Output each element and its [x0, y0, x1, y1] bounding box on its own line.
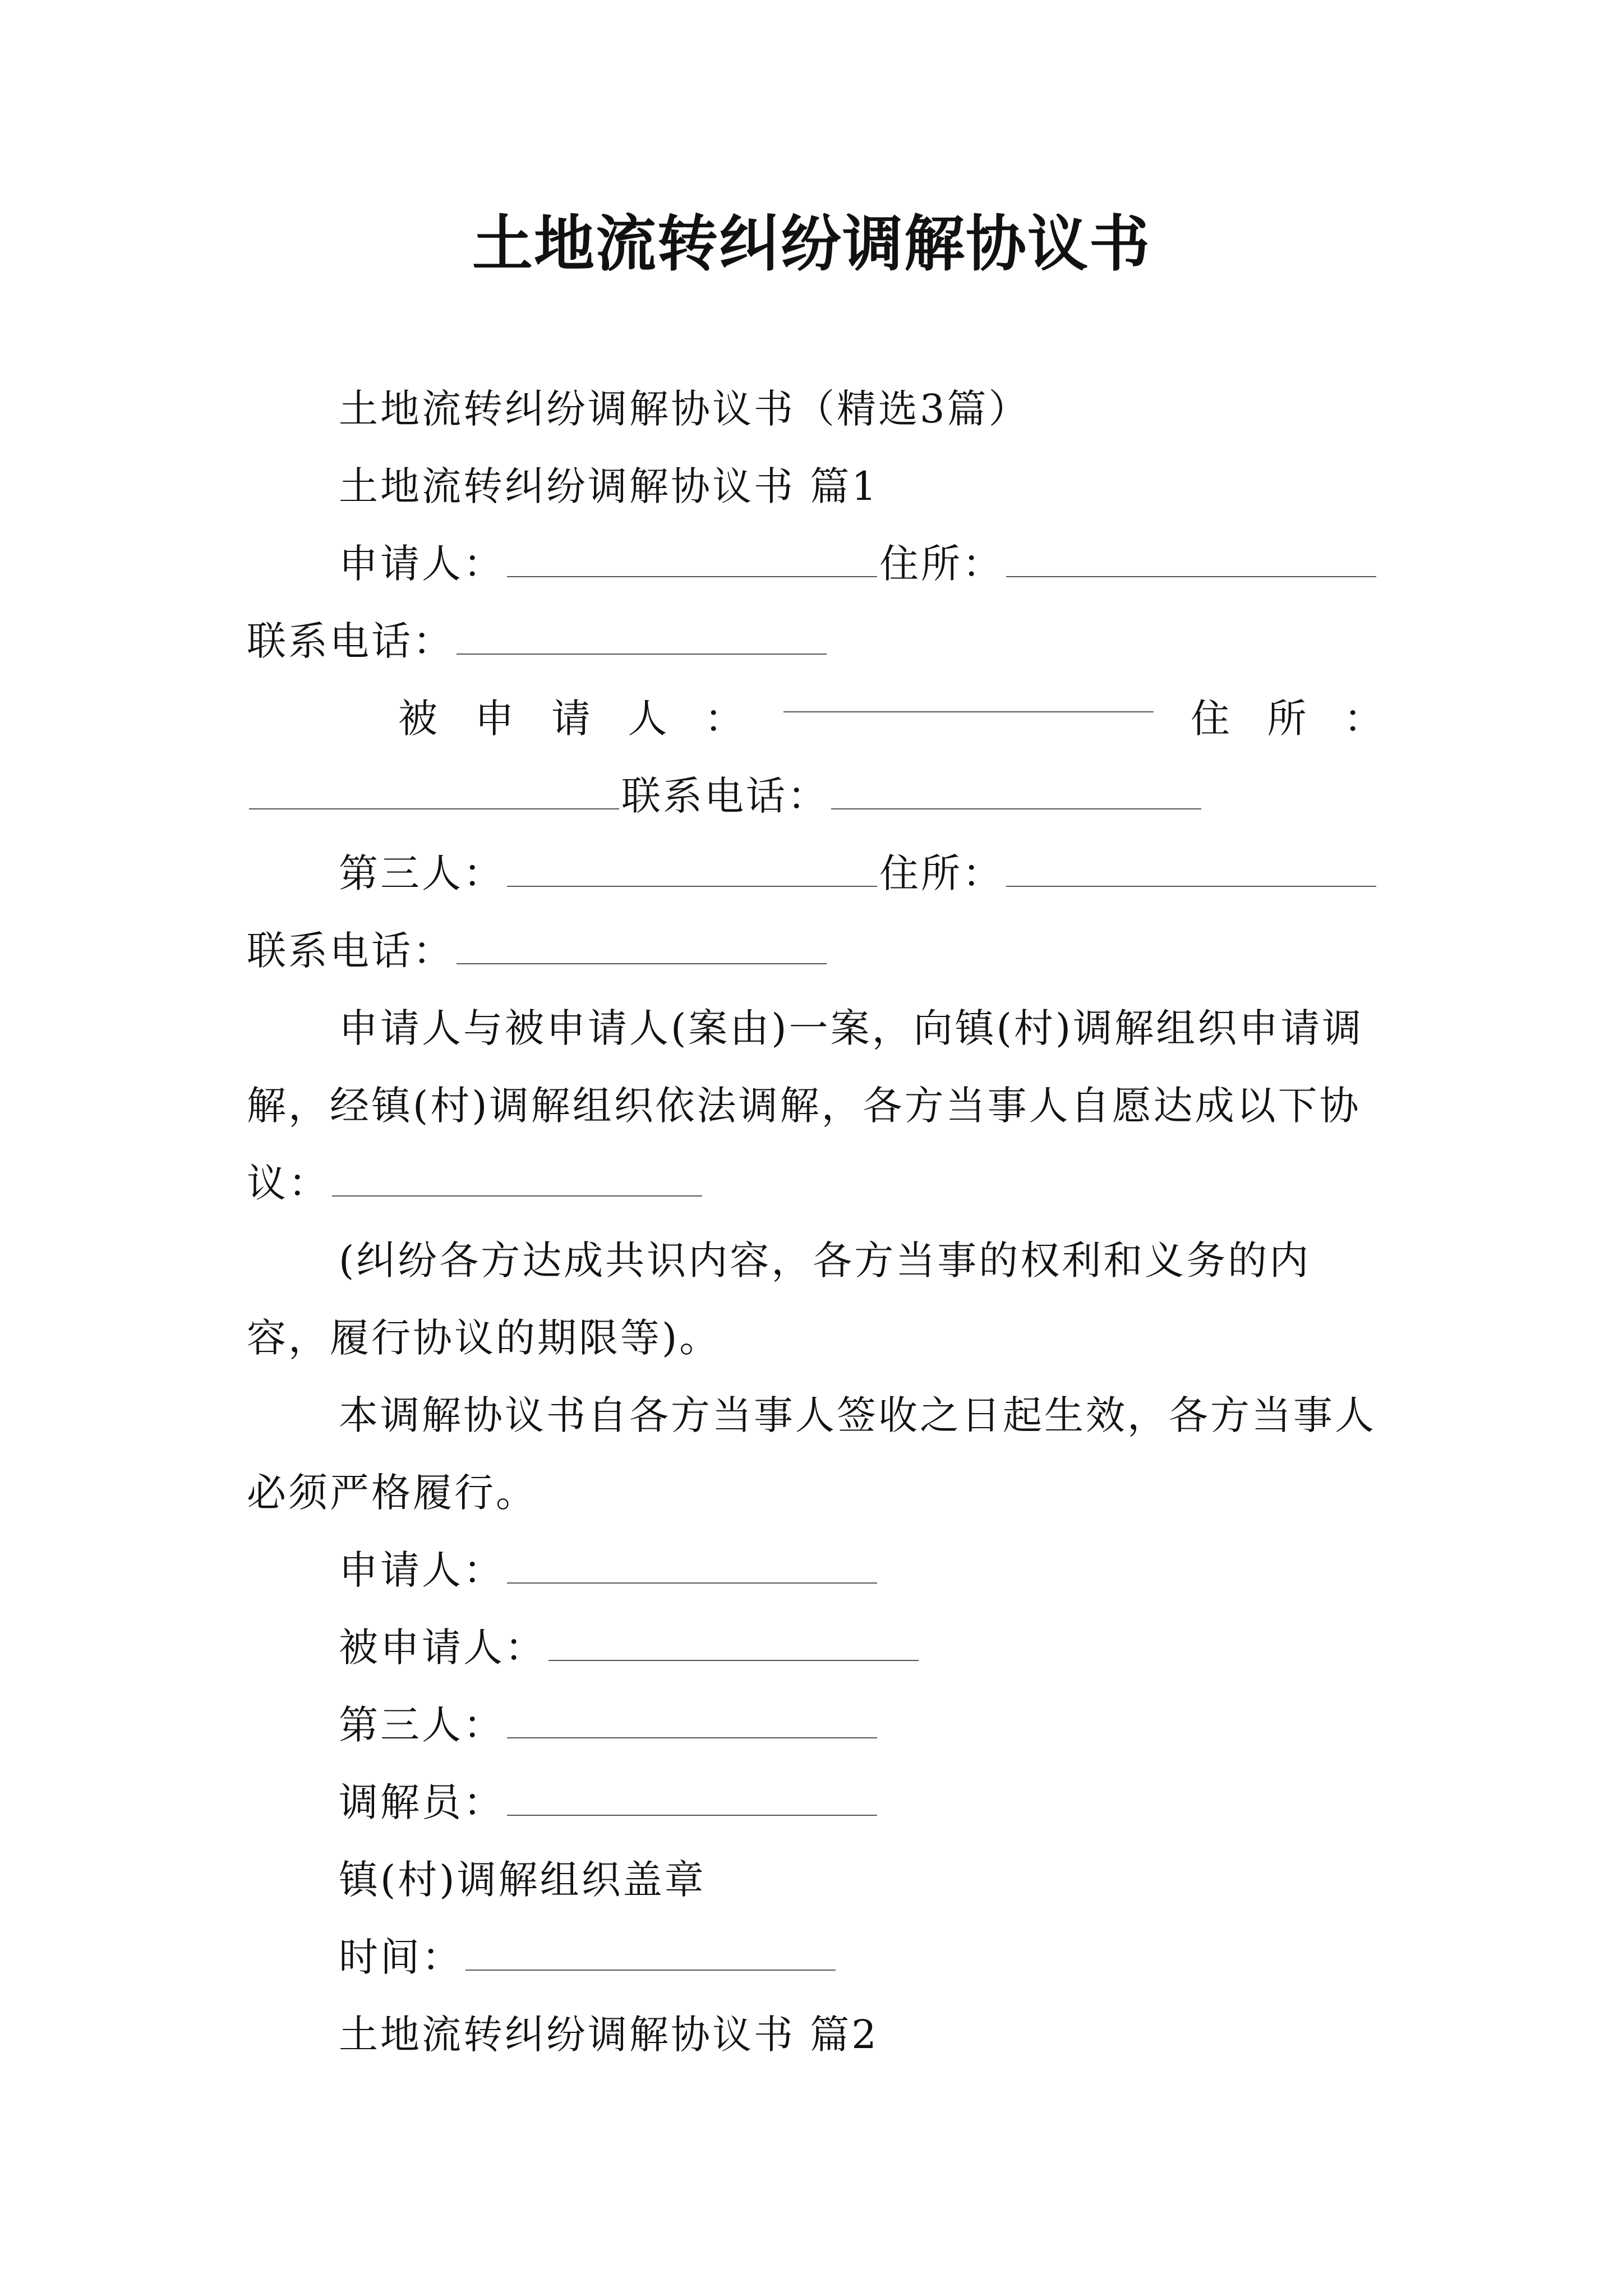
applicant-address-label: 住所：	[879, 541, 1004, 587]
applicant-line	[247, 525, 1385, 680]
signature-mediator	[247, 1764, 1385, 1841]
third-party-phone-label: 联系电话：	[247, 928, 454, 974]
respondent-address-blank	[249, 777, 619, 809]
third-party-line	[247, 835, 1385, 990]
respondent-char: 人	[628, 696, 670, 742]
subtitle: 土地流转纠纷调解协议书（精选3篇）	[339, 386, 1030, 432]
signature-respondent-blank	[548, 1628, 919, 1661]
third-party-phone-blank	[457, 932, 827, 964]
time-line	[247, 1918, 1385, 1996]
applicant-phone-label: 联系电话：	[247, 618, 454, 664]
respondent-char: 被	[398, 696, 440, 742]
content-note-paragraph: (纠纷各方达成共识内容，各方当事的权利和义务的内容，履行协议的期限等)。	[247, 1237, 1311, 1361]
signature-mediator-label: 调解员：	[339, 1779, 505, 1825]
time-blank	[465, 1938, 836, 1971]
section-heading-1: 土地流转纠纷调解协议书 篇1	[339, 463, 879, 509]
respondent-line-cont	[247, 757, 1385, 835]
applicant-address-blank	[1006, 545, 1376, 577]
applicant-label: 申请人：	[339, 541, 505, 587]
respondent-char: ：	[704, 696, 746, 742]
time-label: 时间：	[339, 1934, 463, 1980]
third-party-address-label: 住所：	[879, 850, 1004, 896]
signature-third-party-blank	[507, 1706, 877, 1738]
respondent-line	[247, 680, 1385, 757]
applicant-blank	[507, 545, 877, 577]
signature-respondent-label: 被申请人：	[339, 1625, 546, 1671]
respondent-phone-label: 联系电话：	[621, 773, 829, 819]
effect-paragraph: 本调解协议书自各方当事人签收之日起生效，各方当事人必须严格履行。	[247, 1392, 1376, 1516]
respondent-char: 住	[1191, 696, 1232, 742]
signature-respondent	[247, 1609, 1385, 1686]
signature-applicant	[247, 1531, 1385, 1609]
signature-applicant-blank	[507, 1551, 877, 1584]
section-heading-2: 土地流转纠纷调解协议书 篇2	[339, 2012, 879, 2058]
third-party-blank	[507, 854, 877, 887]
third-party-label: 第三人：	[339, 850, 505, 896]
respondent-char: ：	[1344, 696, 1385, 742]
agreement-blank	[332, 1164, 702, 1197]
document-title: 土地流转纠纷调解协议书	[472, 209, 1151, 279]
agreement-paragraph	[247, 990, 1385, 1222]
agreement-text: 申请人与被申请人(案由)一案，向镇(村)调解组织申请调解，经镇(村)调解组织依法调解，各方当事人自愿达成以下协议：	[247, 1005, 1364, 1206]
third-party-address-blank	[1006, 854, 1376, 887]
seal-line: 镇(村)调解组织盖章	[339, 1857, 706, 1903]
signature-mediator-blank	[507, 1783, 877, 1816]
signature-third-party	[247, 1686, 1385, 1764]
signature-applicant-label: 申请人：	[339, 1547, 505, 1593]
respondent-blank	[783, 680, 1154, 712]
respondent-char: 请	[551, 696, 593, 742]
document-body	[247, 370, 1385, 2073]
respondent-phone-blank	[831, 777, 1201, 809]
signature-third-party-label: 第三人：	[339, 1702, 505, 1748]
applicant-phone-blank	[457, 622, 827, 655]
respondent-char: 申	[474, 696, 517, 742]
respondent-char: 所	[1267, 696, 1309, 742]
